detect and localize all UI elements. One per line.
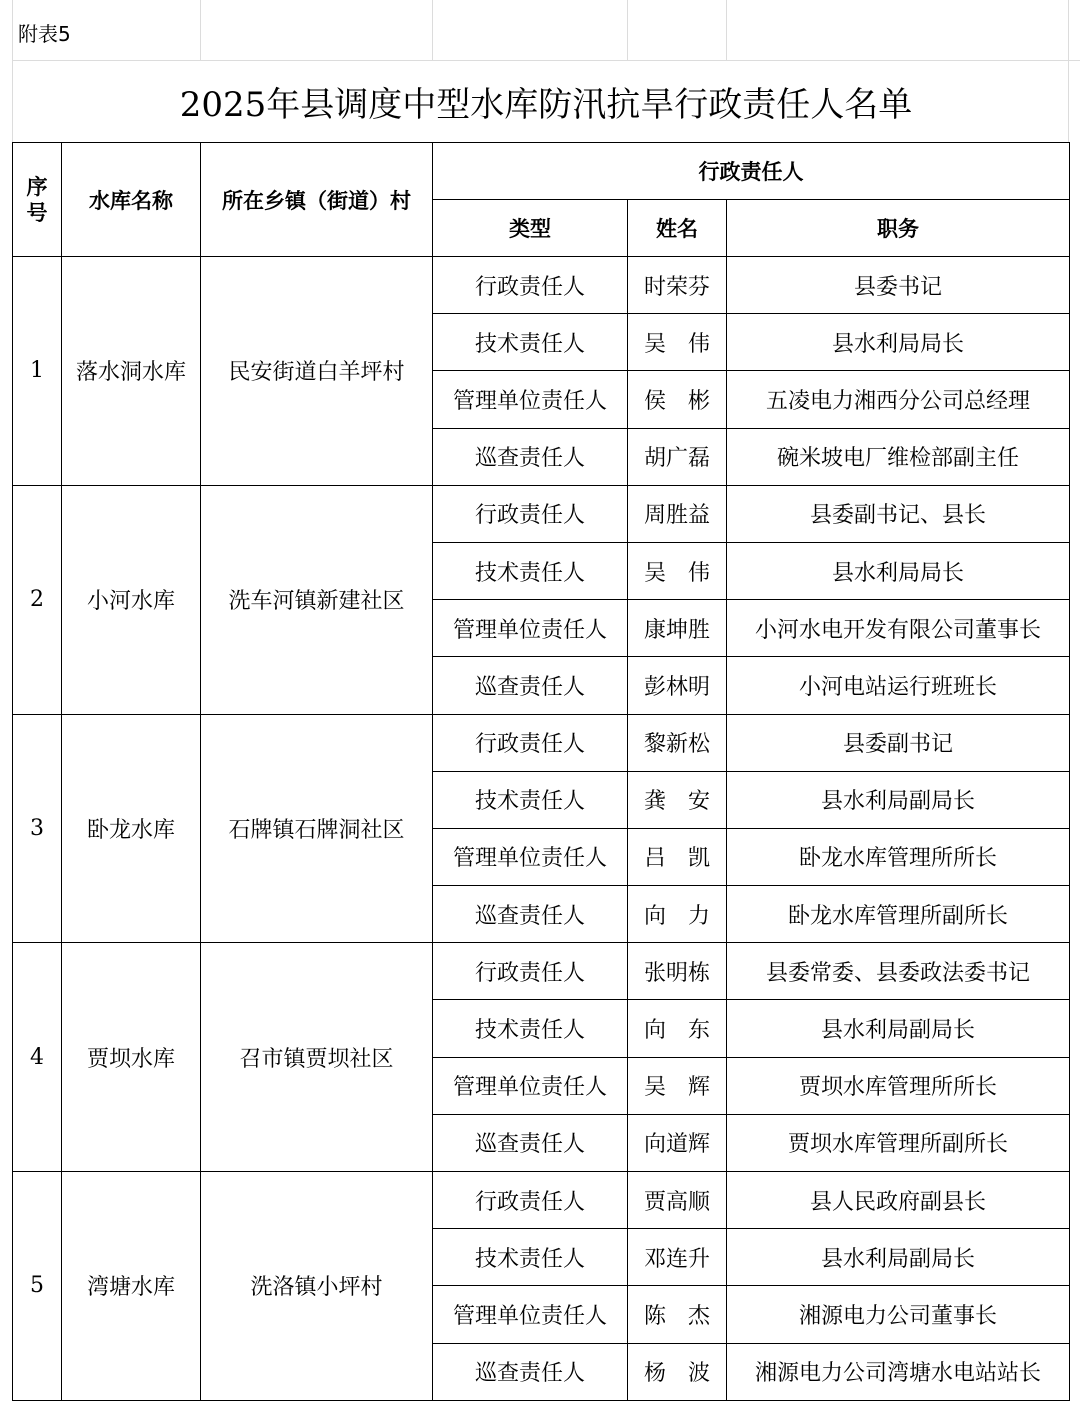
person-type-cell: 管理单位责任人	[433, 1057, 628, 1114]
person-type-cell: 行政责任人	[433, 714, 628, 771]
reservoir-location-cell: 召市镇贾坝社区	[201, 943, 433, 1172]
reservoir-name-cell: 贾坝水库	[62, 943, 201, 1172]
person-type-cell: 行政责任人	[433, 485, 628, 542]
person-name-cell: 张明栋	[628, 943, 727, 1000]
person-type-cell: 行政责任人	[433, 1172, 628, 1229]
person-duty-cell: 县水利局副局长	[727, 1229, 1070, 1286]
reservoir-name-cell: 卧龙水库	[62, 714, 201, 943]
table-row	[13, 257, 1070, 314]
person-type-cell: 管理单位责任人	[433, 600, 628, 657]
person-name-cell: 吴 伟	[628, 542, 727, 599]
person-duty-cell: 贾坝水库管理所所长	[727, 1057, 1070, 1114]
person-type-cell: 技术责任人	[433, 771, 628, 828]
person-type-cell: 技术责任人	[433, 542, 628, 599]
person-type-cell: 巡查责任人	[433, 1343, 628, 1400]
person-duty-cell: 湘源电力公司湾塘水电站站长	[727, 1343, 1070, 1400]
grid-line	[627, 0, 628, 60]
responsibility-table	[12, 142, 1070, 1401]
person-duty-cell: 县委副书记	[727, 714, 1070, 771]
person-duty-cell: 县水利局局长	[727, 542, 1070, 599]
person-type-cell: 巡查责任人	[433, 657, 628, 714]
grid-line	[726, 0, 727, 60]
person-name-cell: 邓连升	[628, 1229, 727, 1286]
person-type-cell: 管理单位责任人	[433, 371, 628, 428]
person-type-cell: 行政责任人	[433, 257, 628, 314]
person-type-cell: 技术责任人	[433, 314, 628, 371]
person-duty-cell: 县委常委、县委政法委书记	[727, 943, 1070, 1000]
person-duty-cell: 小河电站运行班班长	[727, 657, 1070, 714]
person-type-cell: 巡查责任人	[433, 428, 628, 485]
person-type-cell: 行政责任人	[433, 943, 628, 1000]
table-row	[13, 1172, 1070, 1229]
header-name: 姓名	[628, 200, 727, 257]
grid-line	[12, 60, 1080, 61]
person-type-cell: 管理单位责任人	[433, 1286, 628, 1343]
reservoir-location-cell: 石牌镇石牌洞社区	[201, 714, 433, 943]
person-name-cell: 陈 杰	[628, 1286, 727, 1343]
reservoir-name-cell: 小河水库	[62, 485, 201, 714]
person-duty-cell: 县人民政府副县长	[727, 1172, 1070, 1229]
person-duty-cell: 县水利局副局长	[727, 1000, 1070, 1057]
header-seq: 序 号	[13, 143, 62, 257]
reservoir-location-cell: 洗洛镇小坪村	[201, 1172, 433, 1401]
header-reservoir-name: 水库名称	[62, 143, 201, 257]
person-name-cell: 黎新松	[628, 714, 727, 771]
person-name-cell: 吕 凯	[628, 828, 727, 885]
reservoir-seq-cell: 2	[13, 485, 62, 714]
header-duty: 职务	[727, 200, 1070, 257]
reservoir-seq-cell: 5	[13, 1172, 62, 1401]
person-type-cell: 技术责任人	[433, 1229, 628, 1286]
person-name-cell: 胡广磊	[628, 428, 727, 485]
table-row	[13, 943, 1070, 1000]
person-name-cell: 周胜益	[628, 485, 727, 542]
person-name-cell: 向道辉	[628, 1114, 727, 1171]
person-duty-cell: 碗米坡电厂维检部副主任	[727, 428, 1070, 485]
reservoir-seq-cell: 3	[13, 714, 62, 943]
person-type-cell: 管理单位责任人	[433, 828, 628, 885]
reservoir-seq-cell: 4	[13, 943, 62, 1172]
person-duty-cell: 卧龙水库管理所副所长	[727, 886, 1070, 943]
reservoir-name-cell: 湾塘水库	[62, 1172, 201, 1401]
person-duty-cell: 小河水电开发有限公司董事长	[727, 600, 1070, 657]
person-name-cell: 吴 辉	[628, 1057, 727, 1114]
person-duty-cell: 县水利局副局长	[727, 771, 1070, 828]
person-duty-cell: 五凌电力湘西分公司总经理	[727, 371, 1070, 428]
reservoir-location-cell: 洗车河镇新建社区	[201, 485, 433, 714]
person-name-cell: 侯 彬	[628, 371, 727, 428]
person-name-cell: 向 力	[628, 886, 727, 943]
table-row	[13, 485, 1070, 542]
reservoir-seq-cell: 1	[13, 257, 62, 486]
person-name-cell: 龚 安	[628, 771, 727, 828]
reservoir-location-cell: 民安街道白羊坪村	[201, 257, 433, 486]
header-location: 所在乡镇（街道）村	[201, 143, 433, 257]
person-type-cell: 技术责任人	[433, 1000, 628, 1057]
person-name-cell: 杨 波	[628, 1343, 727, 1400]
page-title: 2025年县调度中型水库防汛抗旱行政责任人名单	[179, 85, 913, 125]
person-duty-cell: 贾坝水库管理所副所长	[727, 1114, 1070, 1171]
person-duty-cell: 卧龙水库管理所所长	[727, 828, 1070, 885]
sheet-label: 附表5	[18, 22, 71, 46]
reservoir-name-cell: 落水洞水库	[62, 257, 201, 486]
header-type: 类型	[433, 200, 628, 257]
table-body	[13, 257, 1070, 1401]
person-name-cell: 吴 伟	[628, 314, 727, 371]
header-admin-group: 行政责任人	[433, 143, 1070, 200]
person-name-cell: 时荣芬	[628, 257, 727, 314]
table-row	[13, 714, 1070, 771]
person-name-cell: 康坤胜	[628, 600, 727, 657]
person-duty-cell: 县委副书记、县长	[727, 485, 1070, 542]
person-type-cell: 巡查责任人	[433, 886, 628, 943]
person-name-cell: 向 东	[628, 1000, 727, 1057]
grid-line	[200, 0, 201, 60]
person-name-cell: 贾高顺	[628, 1172, 727, 1229]
person-name-cell: 彭林明	[628, 657, 727, 714]
person-duty-cell: 湘源电力公司董事长	[727, 1286, 1070, 1343]
person-duty-cell: 县委书记	[727, 257, 1070, 314]
person-type-cell: 巡查责任人	[433, 1114, 628, 1171]
person-duty-cell: 县水利局局长	[727, 314, 1070, 371]
grid-line	[432, 0, 433, 60]
